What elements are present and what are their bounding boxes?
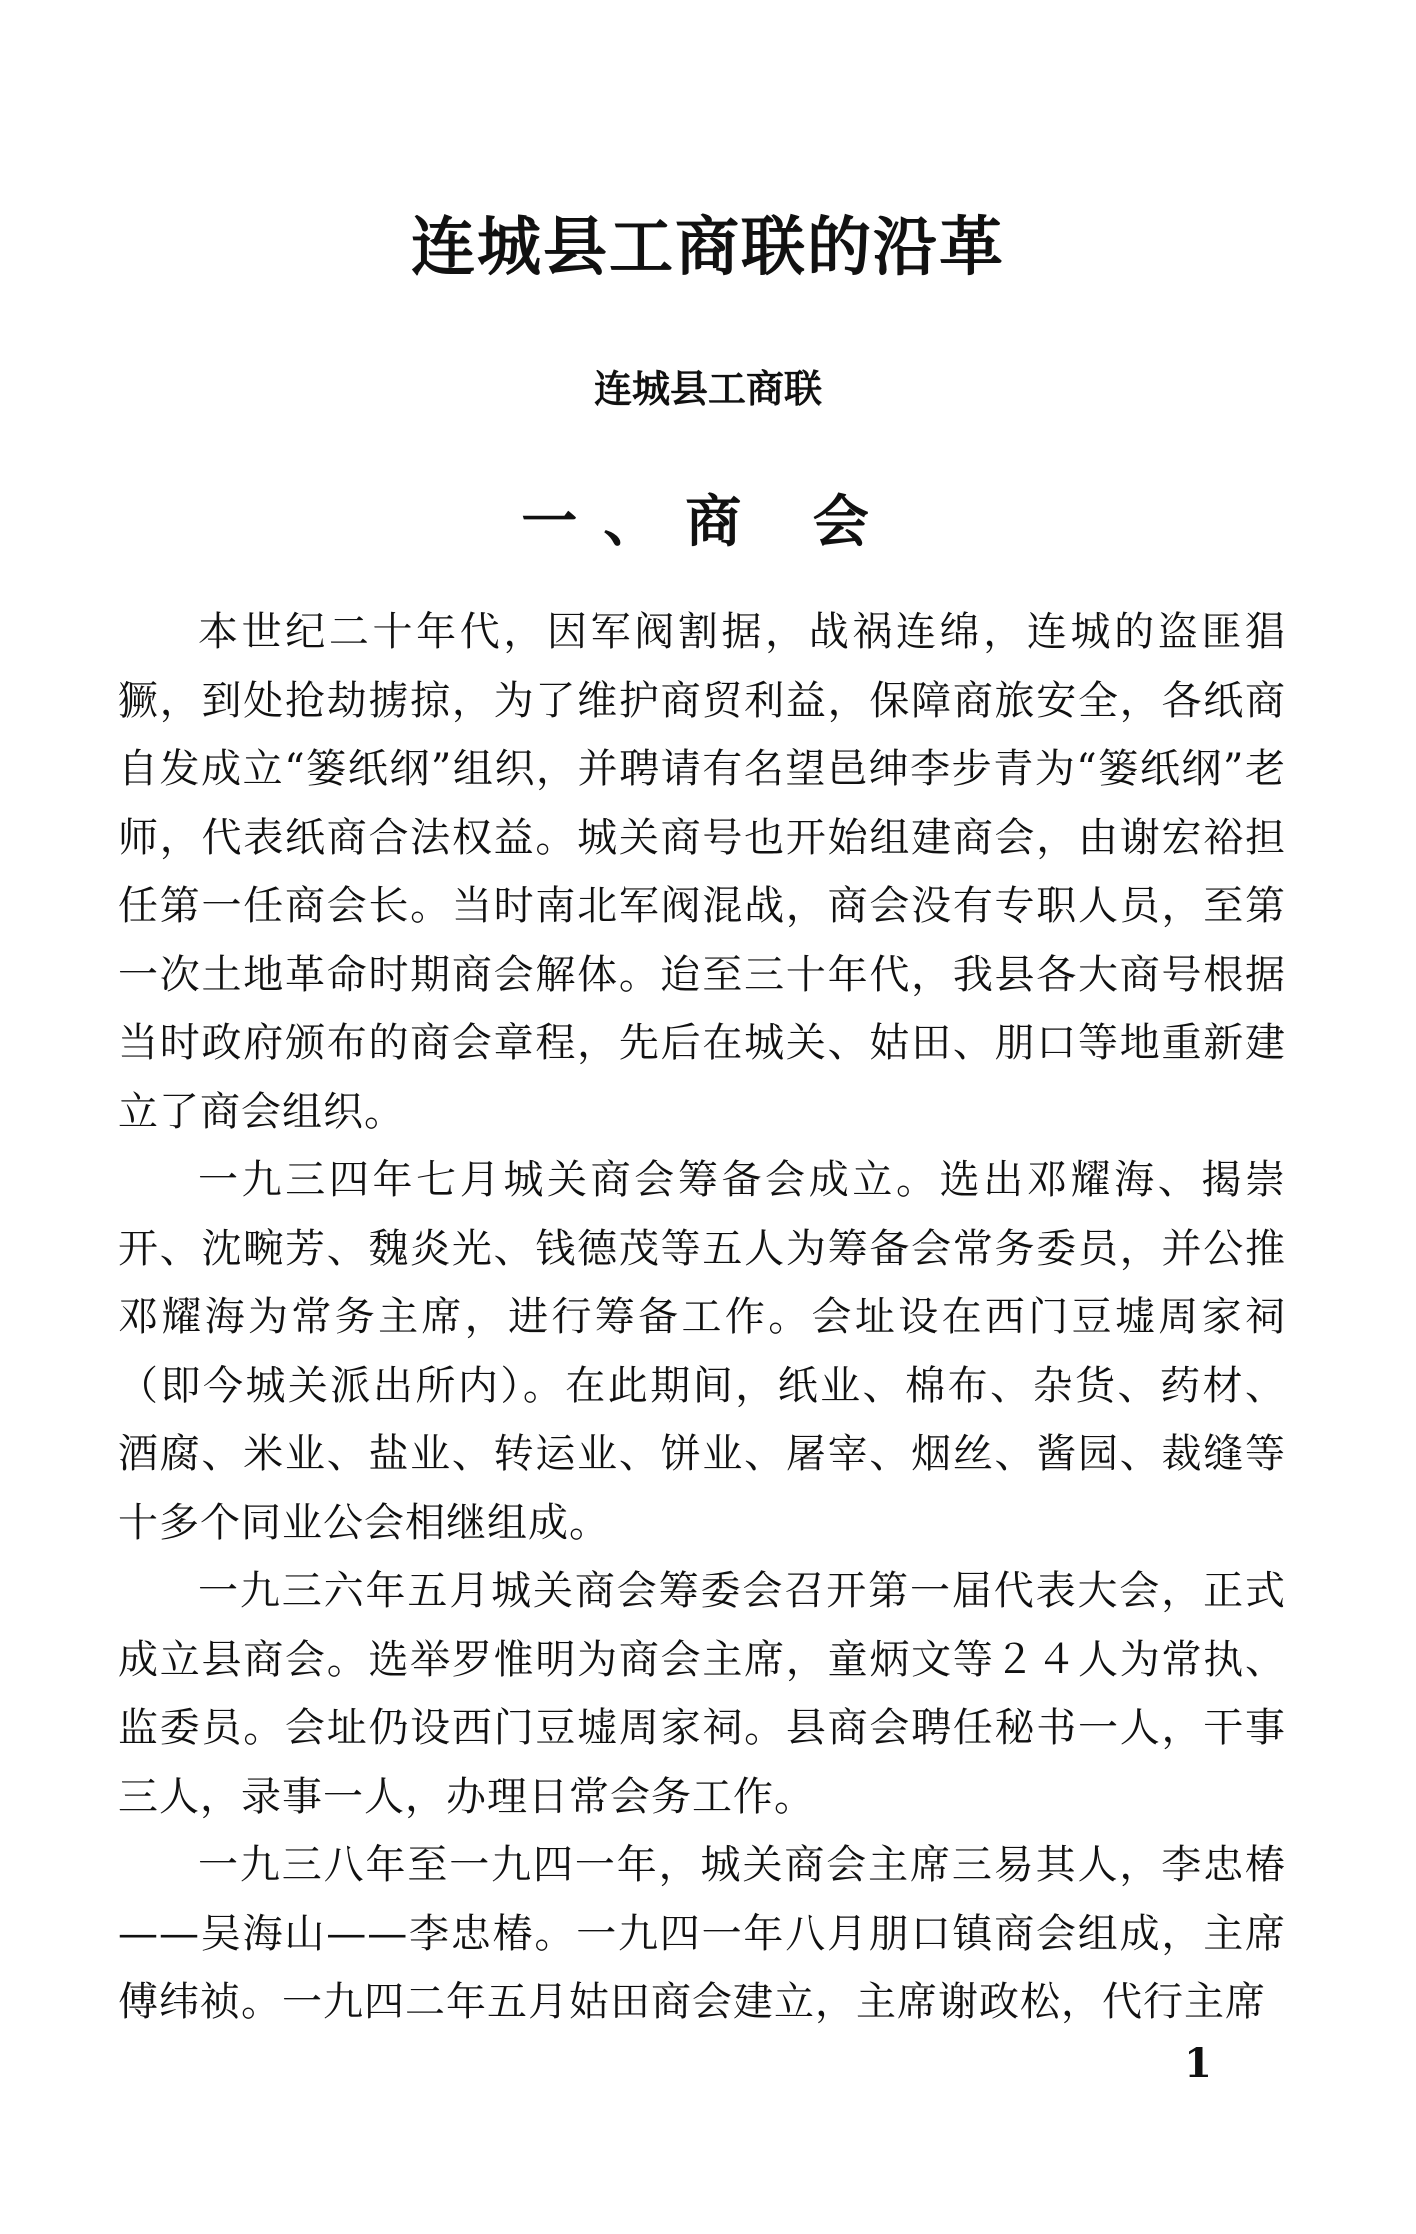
paragraph: 一九三六年五月城关商会筹委会召开第一届代表大会，正式成立县商会。选举罗惟明为商会主席，童炳文等２４人为常执、监委员。会址仍设西门豆墟周家祠。县商会聘任秘书一人，干事三人，录事一人，办理日常会务工作。 <box>118 1568 1286 1820</box>
page-number: 1 <box>1184 2040 1212 2087</box>
document-title: 连城县工商联的沿革 <box>411 211 1005 285</box>
document-author: 连城县工商联 <box>593 367 822 411</box>
paragraph: 一九三四年七月城关商会筹备会成立。选出邓耀海、揭崇开、沈畹芳、魏炎光、钱德茂等五人为筹备会常务委员，并公推邓耀海为常务主席，进行筹备工作。会址设在西门豆墟周家祠（即今城关派出所内）。在此期间，纸业、棉布、杂货、药材、酒腐、米业、盐业、转运业、饼业、屠宰、烟丝、酱园、裁缝等十多个同业公会相继组成。 <box>118 1157 1286 1546</box>
paragraph: 本世纪二十年代，因军阀割据，战祸连绵，连城的盗匪猖獗，到处抢劫掳掠，为了维护商贸利益，保障商旅安全，各纸商自发成立“篓纸纲”组织，并聘请有名望邑绅李步青为“篓纸纲”老师，代表纸商合法权益。城关商号也开始组建商会，由谢宏裕担任第一任商会长。当时南北军阀混战，商会没有专职人员，至第一次土地革命时期商会解体。迨至三十年代，我县各大商号根据当时政府颁布的商会章程，先后在城关、姑田、朋口等地重新建立了商会组织。 <box>118 609 1286 1135</box>
section-heading: 一、商 会 <box>521 490 895 555</box>
body-text <box>118 598 1286 2037</box>
paragraph: 一九三八年至一九四一年，城关商会主席三易其人，李忠椿——吴海山——李忠椿。一九四一年八月朋口镇商会组成，主席傅纬祯。一九四二年五月姑田商会建立，主席谢政松，代行主席 <box>118 1842 1286 2025</box>
